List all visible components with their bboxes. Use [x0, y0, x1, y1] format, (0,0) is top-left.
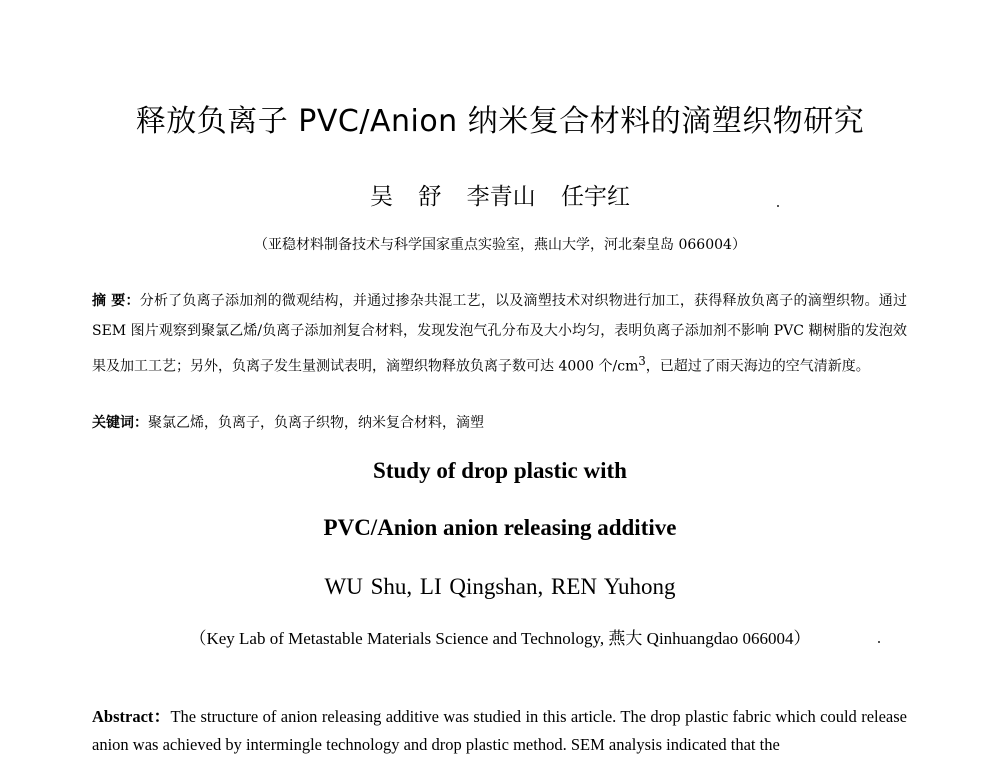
chinese-keywords-text: 聚氯乙烯，负离子，负离子织物，纳米复合材料，滴塑 [148, 415, 484, 431]
english-title-line2: PVC/Anion anion releasing additive [323, 515, 677, 540]
english-title-line1: Study of drop plastic with [373, 458, 627, 483]
chinese-keywords [92, 412, 907, 432]
chinese-keywords-label: 关键词： [92, 415, 148, 431]
chinese-abstract-label: 摘 要： [92, 293, 140, 309]
chinese-abstract-tail: ，已超过了雨天海边的空气清新度。 [645, 358, 870, 375]
english-authors: WU Shu, LI Qingshan, REN Yuhong [324, 574, 676, 599]
english-abstract-label: Abstract： [92, 707, 171, 726]
chinese-authors: 吴 舒 李青山 任宇红 [370, 184, 630, 210]
scan-speck [777, 205, 779, 207]
chinese-affiliation: （亚稳材料制备技术与科学国家重点实验室，燕山大学，河北秦皇岛 066004） [254, 237, 746, 253]
scan-speck [878, 641, 880, 643]
english-affiliation: （Key Lab of Metastable Materials Science and Technology, 燕大 Qinhuangdao 066004） [189, 629, 811, 648]
english-abstract [92, 703, 907, 759]
chinese-title: 释放负离子 PVC/Anion 纳米复合材料的滴塑织物研究 [135, 104, 865, 139]
chinese-abstract-text: 分析了负离子添加剂的微观结构，并通过掺杂共混工艺，以及滴塑技术对织物进行加工，获得释放负离子的滴塑织物。通过 SEM 图片观察到聚氯乙烯/负离子添加剂复合材料，发现发泡气孔分布及大小均匀，表明负离子添加剂不影响 PVC 糊树脂的发泡效果及加工工艺；另外，负离子发生量测试表明，滴塑织物释放负离子数可达 4000 个/cm [92, 293, 908, 375]
chinese-abstract [92, 286, 907, 382]
english-abstract-text: The structure of anion releasing additive was studied in this article. The drop plastic fabric which could release anion was achieved by intermingle technology and drop plastic method. SEM analysis indicated that the [92, 707, 907, 754]
chinese-abstract-superscript: 3 [638, 354, 646, 368]
